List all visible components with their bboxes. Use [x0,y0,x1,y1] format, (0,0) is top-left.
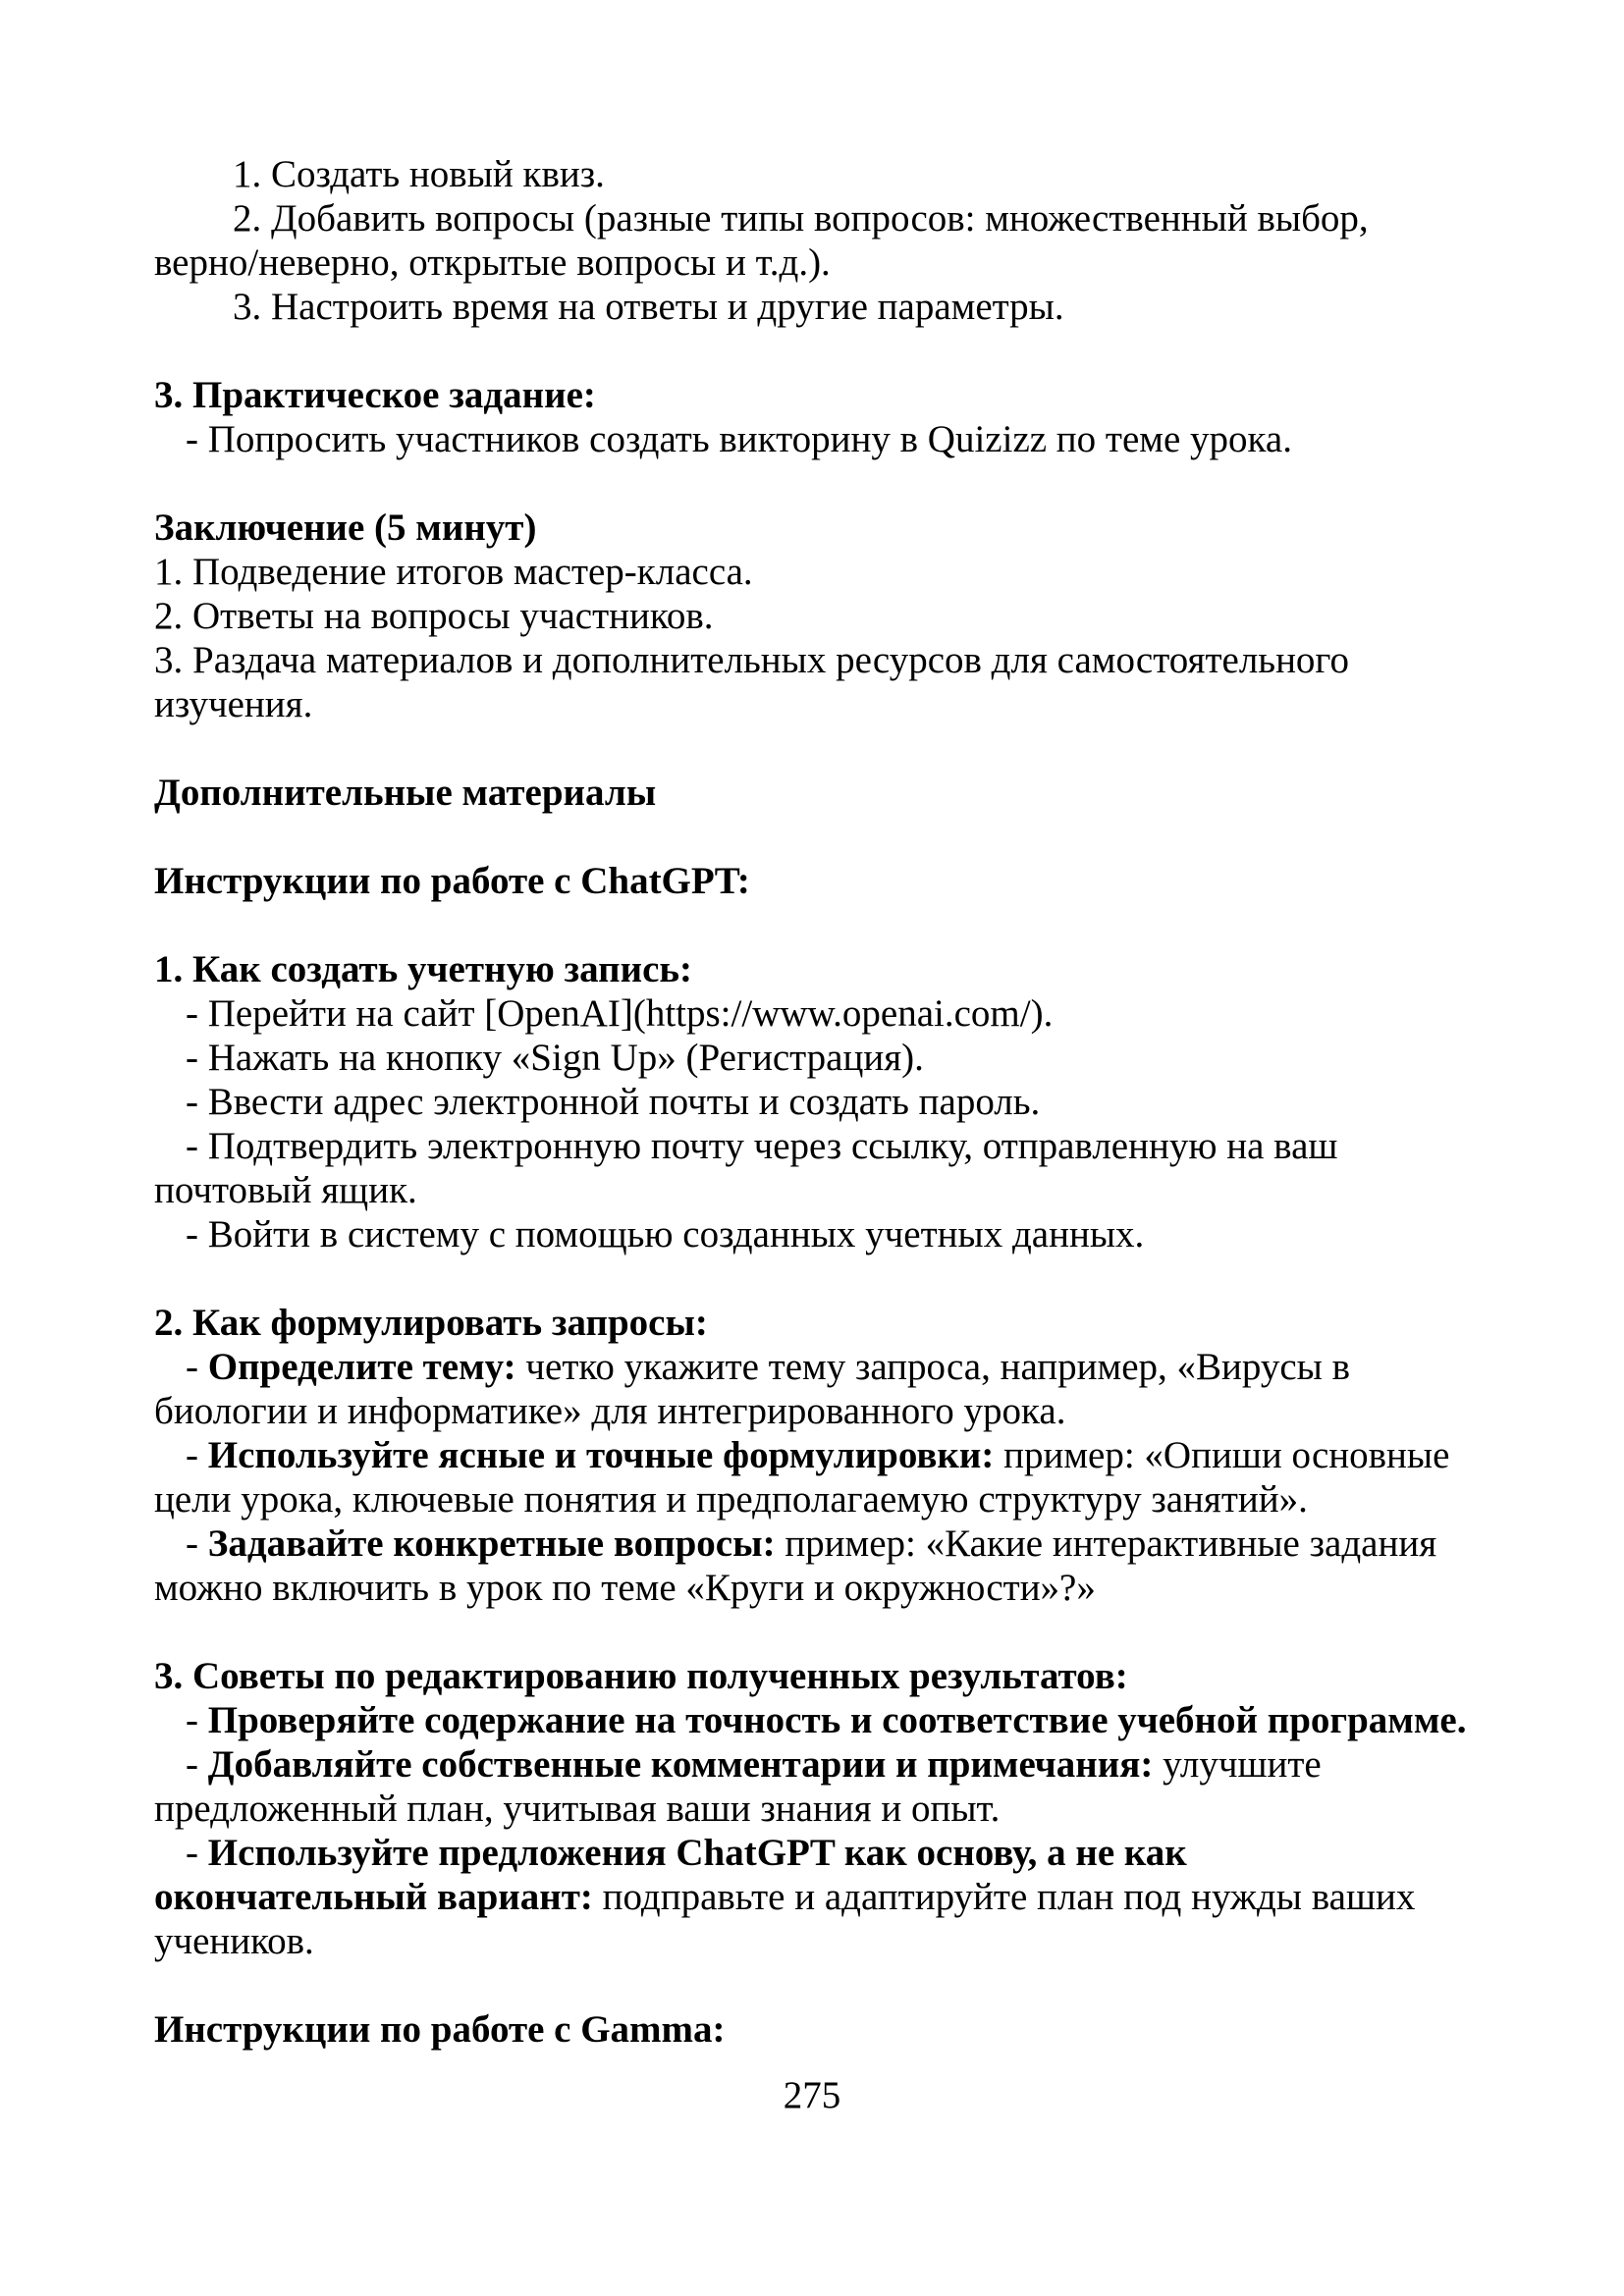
section-heading [154,771,1568,815]
list-item [154,1433,1568,1477]
list-item [154,1212,1568,1256]
text-run: 1. Подведение итогов мастер-класса. [154,551,753,593]
list-item [154,1036,1568,1080]
bold-text-run: Инструкции по работе с ChatGPT: [154,860,750,902]
bold-text-run: Задавайте конкретные вопросы: [207,1522,776,1565]
text-run: - [186,1346,208,1388]
text-run: почтовый ящик. [154,1169,417,1211]
text-run: четко укажите тему запроса, например, «Вирусы в [515,1346,1351,1388]
section-heading [154,506,1568,550]
bold-text-run: Проверяйте содержание на точность и соответствие учебной программе. [207,1699,1467,1741]
text-run: пример: «Опиши основные [994,1434,1450,1476]
list-item [154,594,1568,638]
list-item [154,1080,1568,1124]
list-item [154,550,1568,594]
text-run: подправьте и адаптируйте план под нужды ваших [592,1876,1416,1918]
text-run: пример: «Какие интерактивные задания [775,1522,1437,1565]
bold-text-run: 2. Как формулировать запросы: [154,1302,708,1344]
text-run: 2. Ответы на вопросы участников. [154,595,714,637]
text-run: - [186,1743,208,1786]
text-run: - [186,1832,208,1874]
blank-line [154,1256,1568,1301]
bold-text-run: Добавляйте собственные комментарии и примечания: [207,1743,1154,1786]
blank-line [154,1963,1568,2007]
text-run: верно/неверно, открытые вопросы и т.д.). [154,241,831,284]
text-line [154,1389,1568,1433]
section-heading [154,859,1568,903]
text-run: - Ввести адрес электронной почты и создать пароль. [186,1081,1041,1123]
list-item [154,638,1568,682]
text-run: биологии и информатике» для интегрированного урока. [154,1390,1066,1432]
bold-text-run: 3. Практическое задание: [154,374,596,416]
text-run: 3. Настроить время на ответы и другие параметры. [233,286,1064,328]
list-item [154,1831,1568,1875]
bold-text-run: Используйте ясные и точные формулировки: [207,1434,995,1476]
list-item [154,285,1568,329]
text-run: предложенный план, учитывая ваши знания и опыт. [154,1788,1001,1830]
section-heading [154,1301,1568,1345]
list-item [154,991,1568,1036]
bold-text-run: Дополнительные материалы [154,772,657,814]
text-run: - [186,1699,208,1741]
list-item [154,152,1568,196]
list-item [154,196,1568,240]
bold-text-run: Заключение (5 минут) [154,507,537,549]
text-run: - [186,1434,208,1476]
list-item [154,1522,1568,1566]
list-item [154,1345,1568,1389]
list-item [154,1698,1568,1742]
page-number: 275 [783,2074,841,2116]
text-run: - Войти в систему с помощью созданных учетных данных. [186,1213,1145,1255]
text-run: изучения. [154,683,313,725]
blank-line [154,329,1568,373]
section-heading [154,2007,1568,2052]
text-line [154,240,1568,285]
text-line [154,682,1568,726]
section-heading [154,1654,1568,1698]
bold-text-run: 3. Советы по редактированию полученных результатов: [154,1655,1128,1697]
blank-line [154,815,1568,859]
text-run: улучшите [1153,1743,1322,1786]
list-item [154,1742,1568,1787]
blank-line [154,1610,1568,1654]
bold-text-run: окончательный вариант: [154,1876,593,1918]
bold-text-run: Инструкции по работе с Gamma: [154,2008,726,2051]
text-run: 1. Создать новый квиз. [233,153,605,195]
section-heading [154,947,1568,991]
text-line [154,1168,1568,1212]
list-item [154,417,1568,461]
text-line [154,1477,1568,1522]
text-run: - Попросить участников создать викторину в Quizizz по теме урока. [186,418,1292,460]
text-line [154,1875,1568,1919]
text-run: 3. Раздача материалов и дополнительных ресурсов для самостоятельного [154,639,1349,681]
text-line [154,1566,1568,1610]
text-run: 2. Добавить вопросы (разные типы вопросов: множественный выбор, [233,197,1369,240]
text-run: можно включить в урок по теме «Круги и окружности»?» [154,1567,1096,1609]
bold-text-run: Определите тему: [207,1346,516,1388]
text-run: цели урока, ключевые понятия и предполагаемую структуру занятий». [154,1478,1308,1521]
blank-line [154,903,1568,947]
text-line [154,1787,1568,1831]
blank-line [154,726,1568,771]
list-item [154,1124,1568,1168]
bold-text-run: 1. Как создать учетную запись: [154,948,693,990]
text-run: - Перейти на сайт [OpenAI](https://www.openai.com/). [186,992,1054,1035]
text-run: - Нажать на кнопку «Sign Up» (Регистрация). [186,1037,924,1079]
section-heading [154,373,1568,417]
blank-line [154,461,1568,506]
text-run: - [186,1522,208,1565]
document-body [154,152,1568,2052]
text-line [154,1919,1568,1963]
text-run: учеников. [154,1920,314,1962]
bold-text-run: Используйте предложения ChatGPT как основу, а не как [207,1832,1187,1874]
text-run: - Подтвердить электронную почту через ссылку, отправленную на ваш [186,1125,1338,1167]
